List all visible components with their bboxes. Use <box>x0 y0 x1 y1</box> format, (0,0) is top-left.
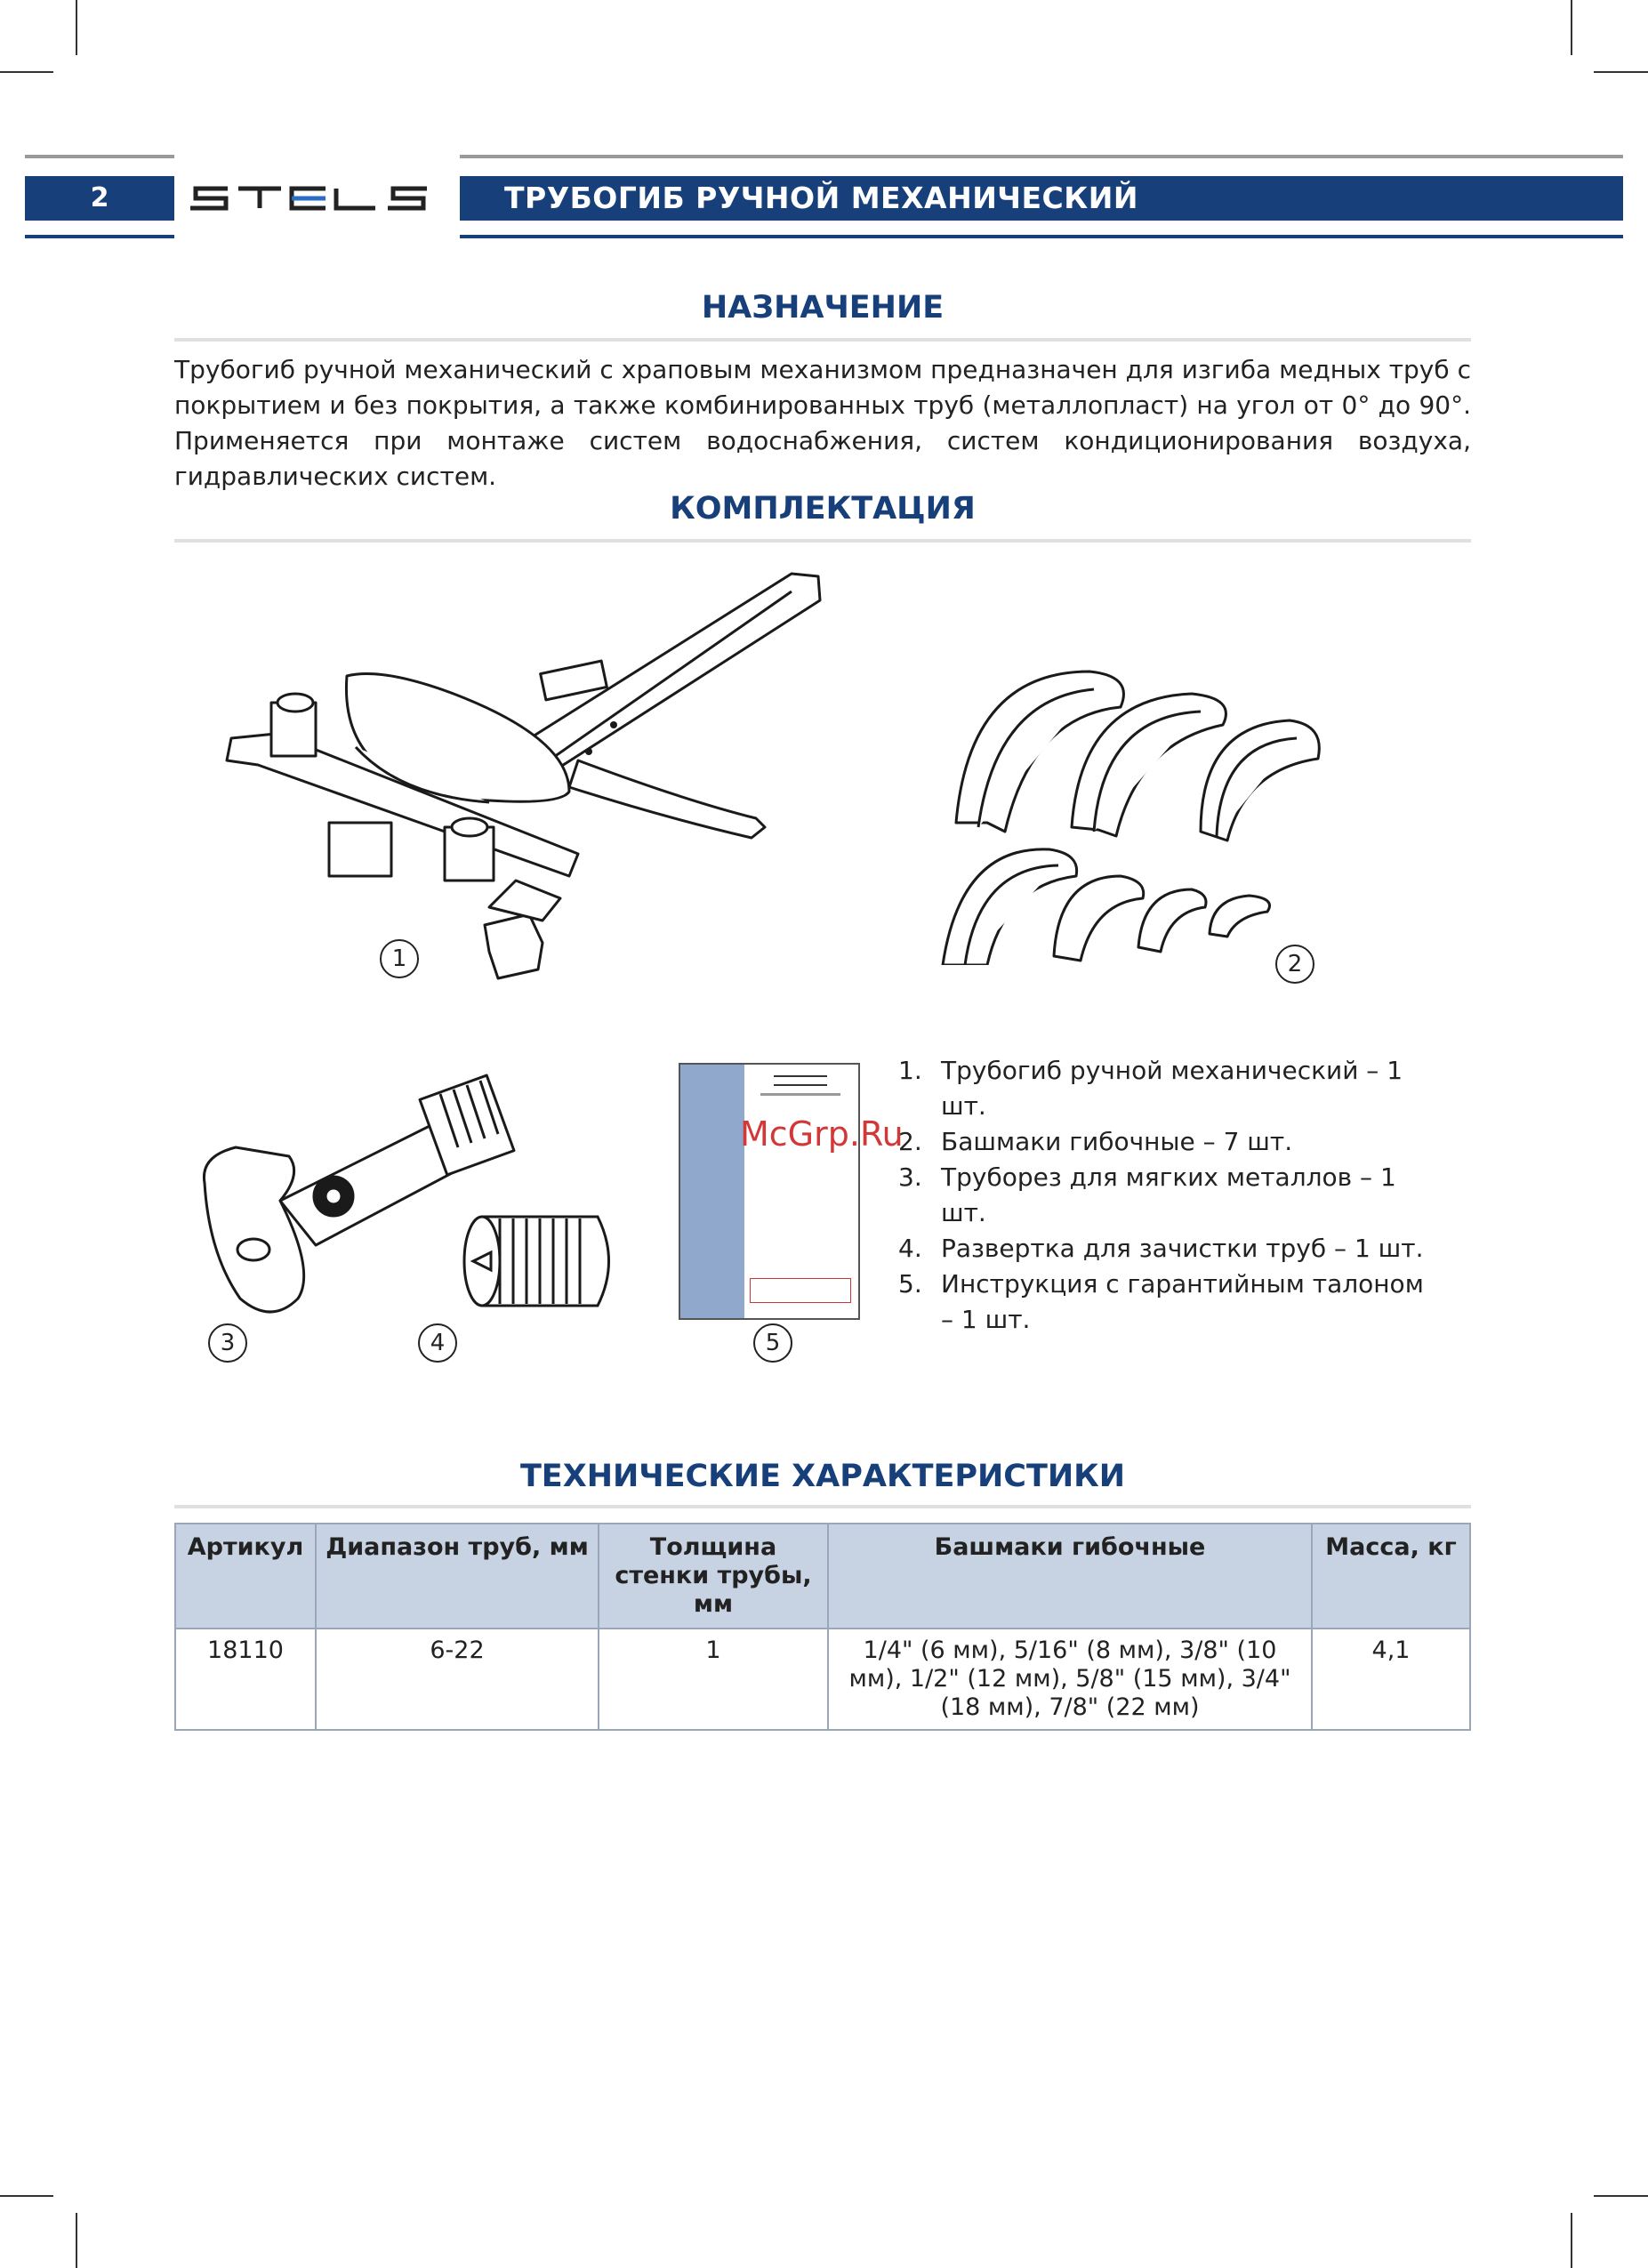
specs-title: ТЕХНИЧЕСКИЕ ХАРАКТЕРИСТИКИ <box>519 1459 1126 1494</box>
list-item <box>898 1267 1441 1338</box>
purpose-text: Трубогиб ручной механический с храповым механизмом предназначен для изгиба медных труб с покрытием и без покрытия, а также комбинированных труб (металлопласт) на угол от 0° до 90°. Применяется при монтаже систем водоснабжения, систем кондиционирования воздуха, гидравлических систем. <box>174 355 1471 491</box>
bending-shoes-illustration <box>934 663 1396 965</box>
list-item-text: Труборез для мягких металлов – 1 шт. <box>941 1162 1396 1227</box>
list-item-number: 3. <box>898 1162 922 1192</box>
pipe-bender-illustration <box>222 569 836 1005</box>
crop-mark <box>1571 0 1572 55</box>
manual-illustration <box>679 1063 860 1320</box>
reamer-illustration <box>455 1199 624 1323</box>
purpose-rule <box>174 338 1471 342</box>
cell-wall-thickness: 1 <box>599 1629 828 1730</box>
watermark: McGrp.Ru <box>740 1114 904 1154</box>
manual-logo-bar <box>774 1075 827 1086</box>
list-item-text: Развертка для зачистки труб – 1 шт. <box>941 1234 1424 1263</box>
col-mass: Масса, кг <box>1312 1524 1470 1629</box>
stels-logo <box>187 178 445 222</box>
manual-title-line <box>760 1093 840 1096</box>
crop-mark <box>76 2213 77 2268</box>
crop-mark <box>1594 71 1648 73</box>
list-item-number: 5. <box>898 1269 922 1299</box>
callout-1: 1 <box>380 939 419 978</box>
list-item-text: Башмаки гибочные – 7 шт. <box>941 1127 1293 1156</box>
cell-mass: 4,1 <box>1312 1629 1470 1730</box>
list-item <box>898 1160 1441 1231</box>
kit-rule <box>174 539 1471 543</box>
manual-cover-sidebar <box>680 1065 744 1318</box>
callout-4: 4 <box>418 1323 457 1363</box>
page-number: 2 <box>25 176 174 221</box>
header-rule-left <box>25 155 174 158</box>
specs-table <box>174 1523 1471 1731</box>
header-underline-right <box>460 235 1623 238</box>
header-rule-right <box>460 155 1623 158</box>
list-item-number: 2. <box>898 1127 922 1156</box>
purpose-title: НАЗНАЧЕНИЕ <box>701 290 945 326</box>
list-item <box>898 1231 1441 1267</box>
specs-rule <box>174 1505 1471 1508</box>
crop-mark <box>76 0 77 55</box>
callout-3: 3 <box>208 1323 247 1363</box>
cell-pipe-range: 6-22 <box>316 1629 599 1730</box>
col-bending-shoes: Башмаки гибочные <box>828 1524 1312 1629</box>
list-item-number: 1. <box>898 1056 922 1085</box>
list-item-number: 4. <box>898 1234 922 1263</box>
callout-5: 5 <box>753 1323 792 1363</box>
list-item-text: Инструкция с гарантийным талоном – 1 шт. <box>941 1269 1424 1334</box>
list-item <box>898 1124 1441 1160</box>
kit-title: КОМПЛЕКТАЦИЯ <box>670 491 976 527</box>
header-title <box>460 176 1623 221</box>
crop-mark <box>0 71 53 73</box>
manual-warning-box <box>750 1278 851 1303</box>
header-underline-left <box>25 235 174 238</box>
header-title-text: ТРУБОГИБ РУЧНОЙ МЕХАНИЧЕСКИЙ <box>504 181 1138 215</box>
list-item-text: Трубогиб ручной механический – 1 шт. <box>941 1056 1403 1121</box>
crop-mark <box>0 2195 53 2197</box>
table-row <box>175 1629 1470 1730</box>
crop-mark <box>1571 2213 1572 2268</box>
col-pipe-range: Диапазон труб, мм <box>316 1524 599 1629</box>
callout-2: 2 <box>1275 945 1314 984</box>
cell-article: 18110 <box>175 1629 316 1730</box>
list-item <box>898 1053 1441 1124</box>
kit-list <box>898 1053 1441 1338</box>
crop-mark <box>1594 2195 1648 2197</box>
col-wall-thickness: Толщина стенки трубы, мм <box>599 1524 828 1629</box>
cell-bending-shoes: 1/4" (6 мм), 5/16" (8 мм), 3/8" (10 мм), 1/2" (12 мм), 5/8" (15 мм), 3/4" (18 мм), 7/8" (22 мм) <box>828 1629 1312 1730</box>
table-header-row <box>175 1524 1470 1629</box>
col-article: Артикул <box>175 1524 316 1629</box>
